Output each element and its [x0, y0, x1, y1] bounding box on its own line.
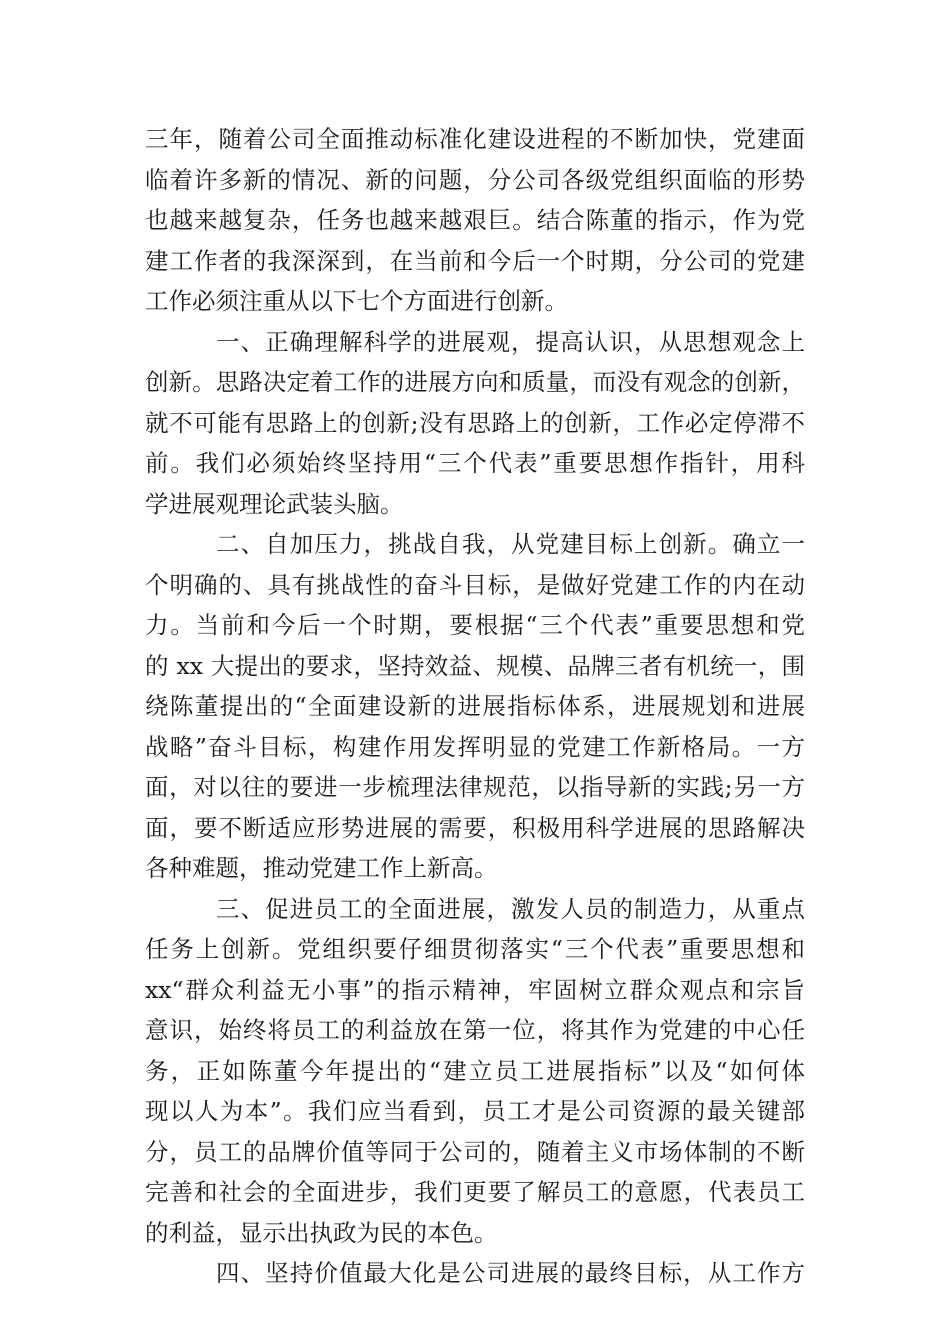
text-line: xx“群众利益无小事”的指示精神，牢固树立群众观点和宗旨 [145, 975, 805, 1004]
text-line: 面，对以往的要进一步梳理法律规范，以指导新的实践;另一方 [145, 773, 805, 801]
text-line: 完善和社会的全面进步，我们更要了解员工的意愿，代表员工 [145, 1178, 805, 1206]
text-line: 现以人为本”。我们应当看到，员工才是公司资源的最关键部 [145, 1097, 805, 1125]
text-line: 面，要不断适应形势进展的需要，积极用科学进展的思路解决 [145, 813, 805, 842]
text-line: 分，员工的品牌价值等同于公司的，随着主义市场体制的不断 [145, 1137, 805, 1166]
text-line: 的 xx 大提出的要求，坚持效益、规模、品牌三者有机统一，围 [145, 651, 805, 680]
text-line: 前。我们必须始终坚持用“三个代表”重要思想作指针，用科 [145, 449, 805, 477]
text-line: 务，正如陈董今年提出的“建立员工进展指标”以及“如何体 [145, 1056, 805, 1085]
text-line: 任务上创新。党组织要仔细贯彻落实“三个代表”重要思想和 [145, 935, 805, 963]
paragraph-heading-4: 四、坚持价值最大化是公司进展的最终目标，从工作方 [216, 1259, 805, 1287]
text-line: 学进展观理论武装头脑。 [145, 489, 404, 518]
paragraph-heading-1: 一、正确理解科学的进展观，提高认识，从思想观念上 [216, 327, 805, 356]
text-line: 建工作者的我深深到，在当前和今后一个时期，分公司的党建 [145, 246, 805, 275]
text-line: 各种难题，推动党建工作上新高。 [145, 854, 498, 882]
text-line: 意识，始终将员工的利益放在第一位，将其作为党建的中心任 [145, 1016, 805, 1044]
document-body [145, 119, 805, 1294]
paragraph-heading-3: 三、促进员工的全面进展，激发人员的制造力，从重点 [216, 894, 805, 923]
text-line: 创新。思路决定着工作的进展方向和质量，而没有观念的创新， [145, 368, 805, 396]
text-line: 临着许多新的情况、新的问题，分公司各级党组织面临的形势 [145, 165, 805, 194]
text-line: 个明确的、具有挑战性的奋斗目标，是做好党建工作的内在动 [145, 570, 805, 599]
text-line: 力。当前和今后一个时期，要根据“三个代表”重要思想和党 [145, 611, 805, 639]
paragraph-heading-2: 二、自加压力，挑战自我，从党建目标上创新。确立一 [216, 530, 805, 558]
text-line: 工作必须注重从以下七个方面进行创新。 [145, 287, 568, 315]
text-line: 的利益，显示出执政为民的本色。 [145, 1218, 498, 1247]
text-line: 绕陈董提出的“全面建设新的进展指标体系，进展规划和进展 [145, 692, 805, 720]
text-line: 战略”奋斗目标，构建作用发挥明显的党建工作新格局。一方 [145, 732, 805, 761]
text-line: 也越来越复杂，任务也越来越艰巨。结合陈董的指示，作为党 [145, 206, 805, 234]
text-line: 就不可能有思路上的创新;没有思路上的创新，工作必定停滞不 [145, 408, 805, 437]
text-line: 三年，随着公司全面推动标准化建设进程的不断加快，党建面 [145, 125, 805, 153]
